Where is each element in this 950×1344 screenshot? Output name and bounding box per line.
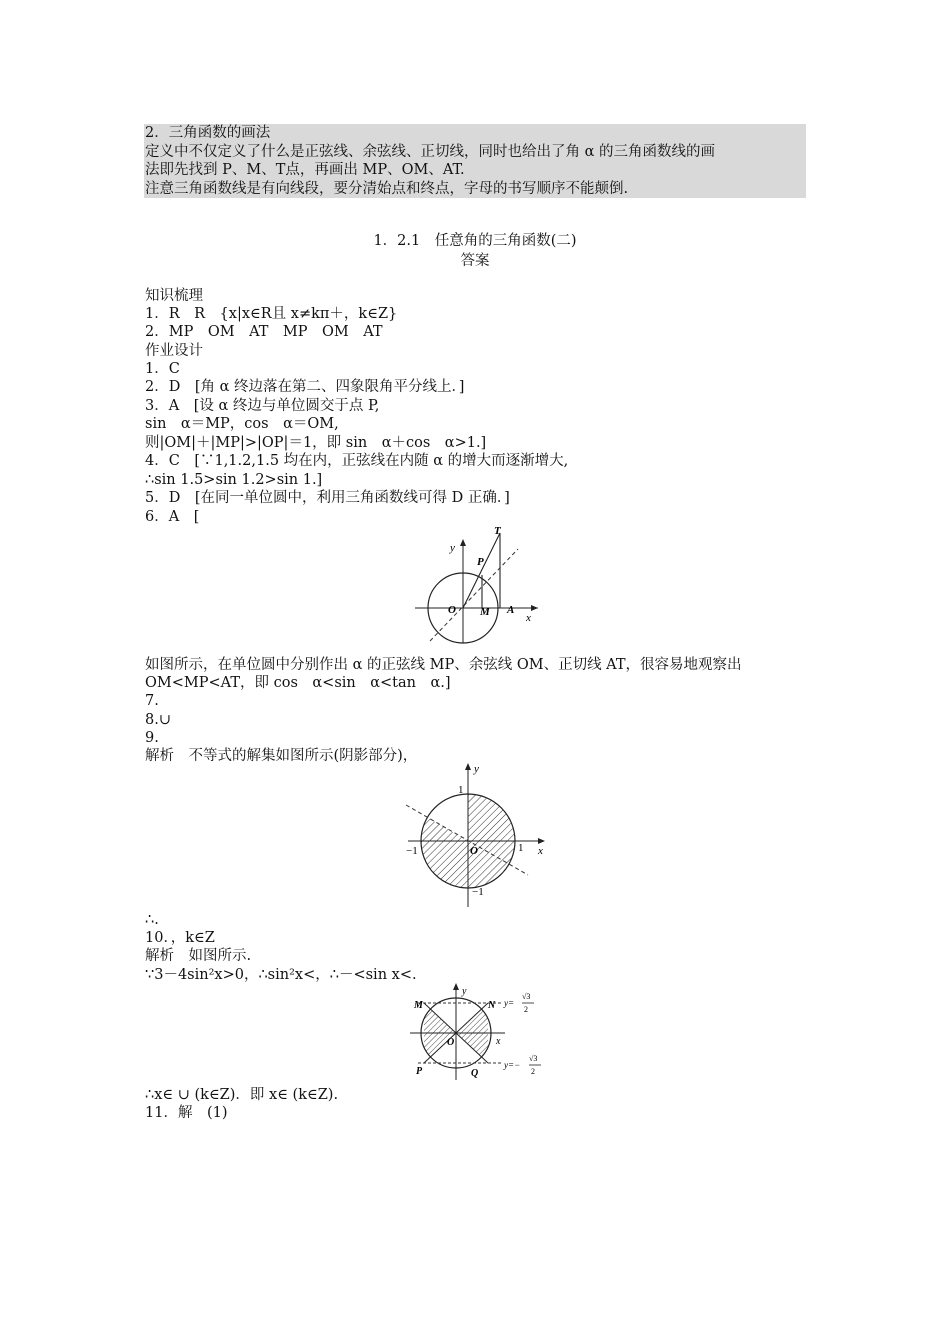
- section-title: 1．2.1 任意角的三角函数(二): [373, 233, 577, 249]
- text-line: 6．A [: [145, 509, 200, 525]
- fig1-x-label: x: [526, 612, 531, 624]
- fig1-a-label: A: [507, 604, 515, 616]
- fig3-lower-den: 2: [531, 1067, 535, 1076]
- text-line: 如图所示，在单位圆中分别作出 α 的正弦线 MP、余弦线 OM、正切线 AT，很容易地观察出: [145, 657, 742, 673]
- fig2-neg-one-bottom: −1: [472, 886, 484, 898]
- text-line: 解析 不等式的解集如图所示(阴影部分)，: [145, 748, 418, 764]
- fig2-y-label: y: [474, 763, 479, 775]
- figure-trig-lines: [410, 525, 540, 645]
- fig1-p-label: P: [477, 556, 484, 568]
- text-line: OM<MP<AT，即 cos α<sin α<tan α.]: [145, 675, 451, 691]
- fig3-origin-label: O: [447, 1037, 455, 1048]
- text-line: 11．解 (1): [145, 1105, 228, 1121]
- text-line: 9.: [145, 730, 159, 746]
- fig3-upper-label: y=: [504, 998, 515, 1008]
- text-line: 7.: [145, 693, 159, 709]
- fig2-one-right: 1: [518, 842, 524, 854]
- text-line: 则|OM|＋|MP|>|OP|＝1，即 sin α＋cos α>1.]: [145, 435, 487, 451]
- text-line: ∵3－4sin²x>0，∴sin²x<，∴－<sin x<.: [145, 967, 417, 983]
- text-line: 5．D [在同一单位圆中，利用三角函数线可得 D 正确．]: [145, 490, 510, 506]
- text-line: 2．D [角 α 终边落在第二、四象限角平分线上．]: [145, 379, 465, 395]
- text-line: 解析 如图所示.: [145, 948, 252, 964]
- intro-line-2: 法即先找到 P、M、T点，再画出 MP、OM、AT.: [145, 162, 465, 178]
- text-line: 1．R R {x|x∈R且 x≠kπ＋，k∈Z}: [145, 306, 398, 322]
- fig3-m-label: M: [414, 1000, 423, 1011]
- fig1-origin-label: O: [448, 604, 456, 616]
- fig3-q-label: Q: [471, 1068, 479, 1079]
- fig2-one-top: 1: [458, 784, 464, 796]
- fig3-x-label: x: [496, 1036, 501, 1047]
- fig2-origin-label: O: [470, 845, 478, 857]
- intro-line-3: 注意三角函数线是有向线段，要分清始点和终点，字母的书写顺序不能颠倒.: [145, 181, 629, 197]
- fig3-lower-label: y=−: [504, 1060, 521, 1070]
- figure-sine-bounds: [410, 982, 550, 1084]
- text-line: ∴.: [145, 912, 159, 928]
- fig2-x-label: x: [538, 845, 543, 857]
- text-line: ∴sin 1.5>sin 1.2>sin 1.]: [145, 472, 323, 488]
- text-line: ∴x∈ ∪ (k∈Z)．即 x∈ (k∈Z).: [145, 1087, 339, 1103]
- section-subtitle: 答案: [460, 253, 490, 269]
- text-line: 2．MP OM AT MP OM AT: [145, 324, 383, 340]
- fig2-neg-one-left: −1: [406, 845, 418, 857]
- intro-heading: 2．三角函数的画法: [145, 125, 271, 141]
- fig3-upper-num: √3: [522, 992, 531, 1001]
- intro-line-1: 定义中不仅定义了什么是正弦线、余弦线、正切线，同时也给出了角 α 的三角函数线的画: [145, 144, 716, 160]
- text-line: sin α＝MP，cos α＝OM,: [145, 416, 339, 432]
- figure-inequality-region: [400, 757, 550, 909]
- fig3-p-label: P: [416, 1066, 423, 1077]
- text-line: 知识梳理: [145, 288, 203, 304]
- fig3-n-label: N: [488, 1000, 496, 1011]
- fig1-m-label: M: [480, 606, 490, 618]
- text-line: 10．，k∈Z: [145, 930, 215, 946]
- text-line: 8.∪: [145, 712, 171, 728]
- fig1-t-label: T: [494, 525, 501, 537]
- fig1-y-label: y: [450, 542, 455, 554]
- text-line: 1．C: [145, 361, 180, 377]
- text-line: 3．A [设 α 终边与单位圆交于点 P,: [145, 398, 380, 414]
- fig3-y-label: y: [462, 986, 467, 997]
- fig3-lower-num: √3: [529, 1054, 538, 1063]
- fig3-upper-den: 2: [524, 1005, 528, 1014]
- text-line: 4．C [∵1,1.2,1.5 均在内，正弦线在内随 α 的增大而逐渐增大,: [145, 453, 569, 469]
- text-line: 作业设计: [145, 343, 203, 359]
